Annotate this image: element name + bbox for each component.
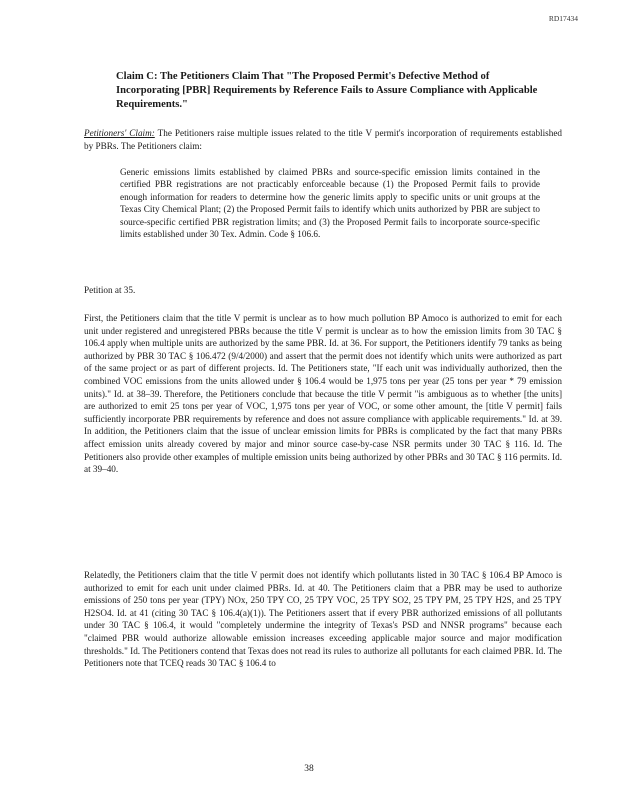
claim-paragraph	[84, 127, 562, 152]
petition-citation: Petition at 35.	[84, 285, 136, 295]
section-heading: Claim C: The Petitioners Claim That "The Proposed Permit's Defective Method of Incorporating [PBR] Requirements by Reference Fails to Assure Compliance with Applicable Requirements."	[116, 71, 538, 110]
document-id: RD17434	[548, 14, 578, 23]
claim-label: Petitioners' Claim:	[84, 128, 155, 138]
body-paragraph-first: First, the Petitioners claim that the title V permit is unclear as to how much pollution BP Amoco is authorized to emit for each unit under registered and unregistered PBRs because the title V permit is unclear as to how the emission limits from 30 TAC § 106.4 apply when multiple units are authorized by the same PBR. Id. at 36. For support, the Petitioners identify 79 tanks as being authorized by PBR 30 TAC § 106.472 (9/4/2000) and assert that the permit does not identify which units were authorized as part of the same project or as part of different projects. Id. The Petitioners state, "If each unit was individually authorized, then the combined VOC emissions from the units allowed under § 106.4 would be 1,975 tons per year (25 tons per year * 79 emission units)." Id. at 38–39. Therefore, the Petitioners conclude that because the title V permit "is ambiguous as to whether [the units] are authorized to emit 25 tons per year of VOC, 1,975 tons per year of VOC, or some other amount, the [title V permit] fails sufficiently incorporate PBR requirements by reference and does not assure compliance with applicable requirements." Id. at 39. In addition, the Petitioners claim that the issue of unclear emission limits for PBRs is complicated by the fact that many PBRs affect emission units already covered by major and minor source case-by-case NSR permits under 30 TAC § 116. Id. The Petitioners also provide other examples of multiple emission units being authorized by other PBRs and 30 TAC § 116 permits. Id. at 39–40.	[84, 313, 562, 475]
block-quote: Generic emissions limits established by claimed PBRs and source-specific emission limits contained in the certified PBR registrations are not practicably enforceable because (1) the Proposed Permit fails to provide enough information for readers to determine how the generic limits apply to specific units or unit groups at the Texas City Chemical Plant; (2) the Proposed Permit fails to identify which units authorized by PBR are subject to source-specific certified PBR registration limits; and (3) the Proposed Permit fails to incorporate source-specific limits established under 30 Tex. Admin. Code § 106.6.	[120, 167, 540, 240]
body-paragraph-relatedly: Relatedly, the Petitioners claim that the title V permit does not identify which pollutants listed in 30 TAC § 106.4 BP Amoco is authorized to emit for each unit under claimed PBRs. Id. at 40. The Petitioners claim that a PBR may be used to authorize emissions of 250 tons per year (TPY) NOx, 250 TPY CO, 25 TPY VOC, 25 TPY SO2, 25 TPY PM, 25 TPY H2S, and 25 TPY H2SO4. Id. at 41 (citing 30 TAC § 106.4(a)(1)). The Petitioners assert that if every PBR authorized emissions of all pollutants under 30 TAC § 106.4, it would "completely undermine the integrity of Texas's PSD and NNSR programs" because each "claimed PBR would authorize allowable emission increases exceeding applicable major source and major modification thresholds." Id. The Petitioners contend that Texas does not read its rules to authorize all pollutants for each claimed PBR. Id. The Petitioners note that TCEQ reads 30 TAC § 106.4 to	[84, 570, 562, 669]
claim-text: The Petitioners raise multiple issues related to the title V permit's incorporation of requirements established by PBRs. The Petitioners claim:	[84, 128, 562, 151]
page-number: 38	[304, 764, 314, 774]
